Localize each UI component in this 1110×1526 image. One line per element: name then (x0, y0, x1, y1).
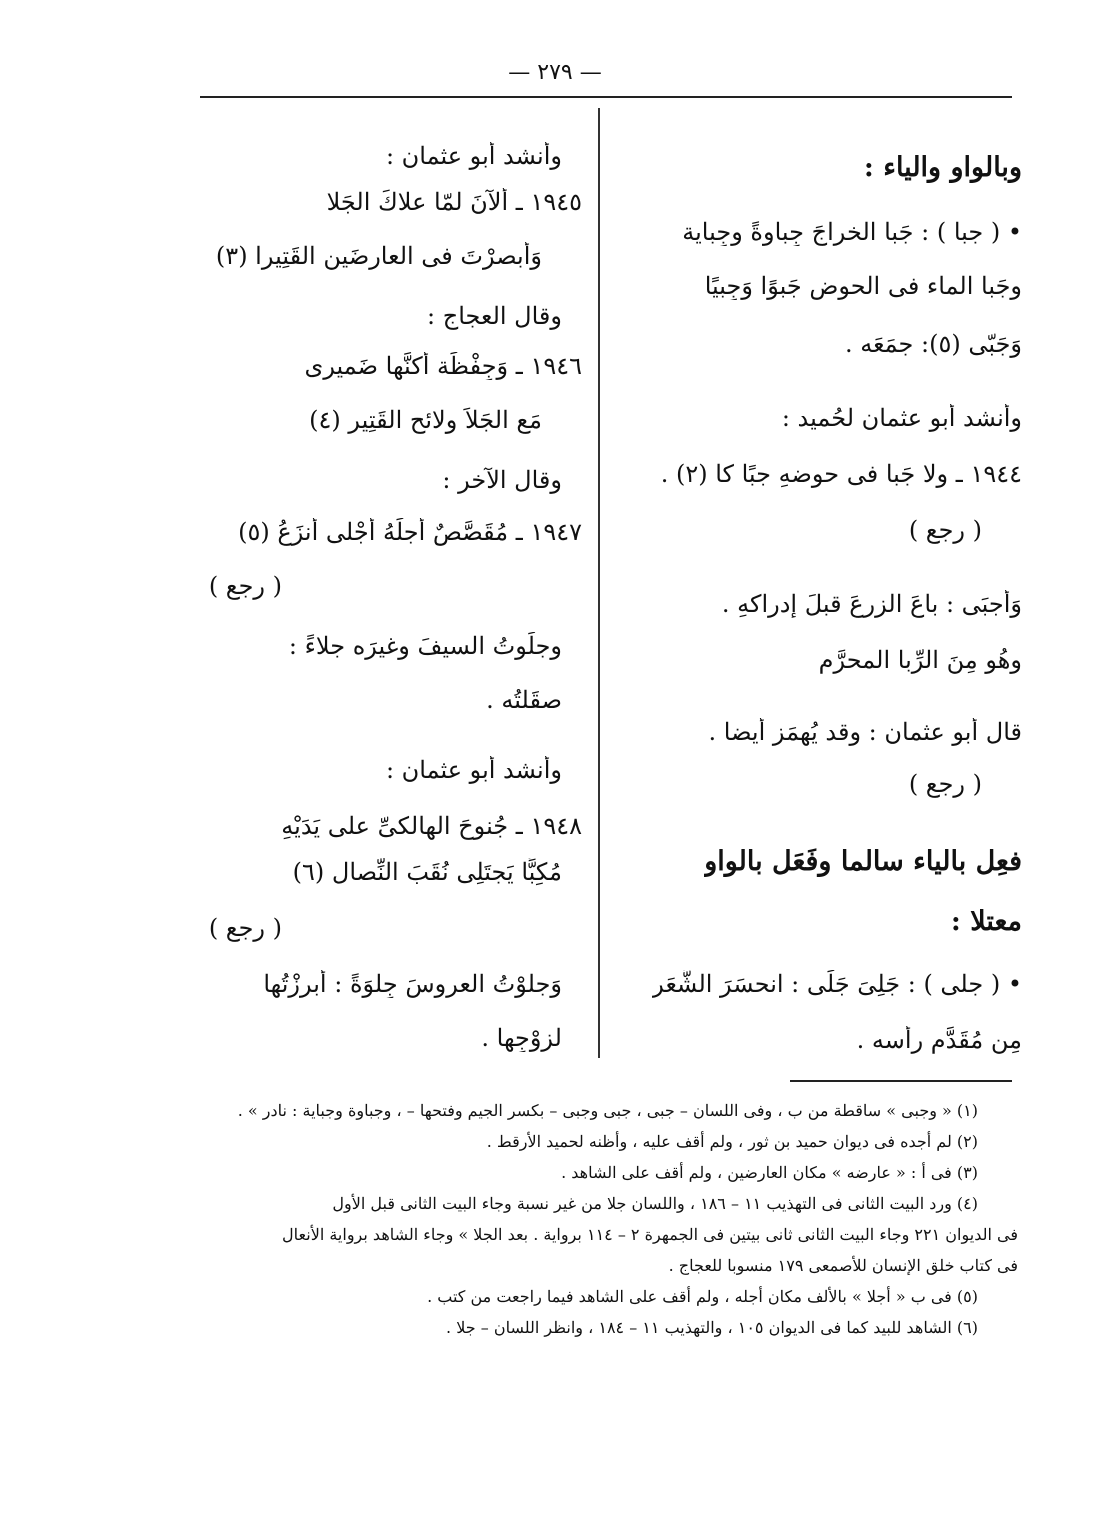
citation-intro: وأنشد أبو عثمان لحُميد : (781, 404, 1022, 432)
rajaz-marker: ( رجع ) (208, 914, 282, 942)
verse-line: ١٩٤٧ ـ مُقَصَّصٌ أجلَهُ أجْلى أنزَعُ (٥) (238, 518, 582, 546)
entry-line: مِن مُقَدَّم رأسه . (856, 1026, 1022, 1054)
entry-line: • ( جلى ) : جَلِىَ جَلًى : انحسَرَ الشَّعَر (652, 970, 1022, 998)
page-number: — ٢٧٩ — (508, 60, 602, 85)
rajaz-marker: ( رجع ) (908, 770, 982, 798)
footnote: (٣) فى أ : « عارضه » مكان العارضين ، ولم أقف على الشاهد . (561, 1163, 978, 1182)
section-heading: وبالواو والياء : (863, 152, 1022, 183)
citation-intro: وقال العجاج : (426, 302, 562, 330)
rajaz-marker: ( رجع ) (908, 516, 982, 544)
entry-line: قال أبو عثمان : وقد يُهمَز أيضا . (708, 718, 1022, 746)
section-heading: فعِل بالياء سالما وفَعَل بالواو (704, 846, 1022, 877)
entry-line: وَأجبَى : باعَ الزرعَ قبلَ إدراكهِ . (721, 590, 1022, 618)
footnote: (٢) لم أجده فى ديوان حميد بن ثور ، ولم أقف عليه ، وأظنه لحميد الأرقط . (486, 1132, 978, 1151)
entry-line: وَجلوْتُ العروسَ جِلوَةً : أبرزْتُها (263, 970, 562, 998)
citation-intro: وقال الآخر : (442, 466, 562, 494)
entry-line: وجلَوتُ السيفَ وغيرَه جلاءً : (288, 632, 562, 660)
entry-line: صقَلتُه . (486, 686, 562, 714)
verse-line: وَأبصرْتَ فى العارِضَين القَتِيرا (٣) (215, 242, 542, 270)
verse-line: مُكِبًّا يَجتَلِى نُقَبَ النِّصال (٦) (292, 858, 562, 886)
citation-intro: وأنشد أبو عثمان : (385, 756, 562, 784)
section-heading: معتلا : (950, 906, 1022, 937)
footnote: (٤) ورد البيت الثانى فى التهذيب ١١ – ١٨٦ ، واللسان جلا من غير نسبة وجاء البيت الثانى قبل الأول (332, 1194, 978, 1213)
entry-line: لزوْجِها . (481, 1024, 562, 1052)
verse-line: ١٩٤٨ ـ جُنوحَ الهالكىِّ على يَدَيْهِ (281, 812, 582, 840)
verse-line: ١٩٤٤ ـ ولا جَبا فى حوضهِ جبًا كا (٢) . (660, 460, 1022, 488)
rajaz-marker: ( رجع ) (208, 572, 282, 600)
column-divider (598, 108, 600, 1058)
citation-intro: وأنشد أبو عثمان : (385, 142, 562, 170)
verse-line: ١٩٤٥ ـ ألآنَ لمّا علاكَ الجَلا (326, 188, 582, 216)
footnote: (٦) الشاهد للبيد كما فى الديوان ١٠٥ ، والتهذيب ١١ – ١٨٤ ، وانظر اللسان – جلا . (446, 1318, 978, 1337)
entry-line: • ( جبا ) : جَبا الخراجَ جِباوةً وجِباية (682, 218, 1022, 246)
verse-line: مَع الجَلاَ ولائح القَتِير (٤) (309, 406, 542, 434)
footnotes (160, 1095, 1018, 1343)
footnote: (١) « وجبى » ساقطة من ب ، وفى اللسان – جبى ، جبى وجبى – بكسر الجيم وفتحها – ، وجباوة وجباية : نادر » . (237, 1101, 978, 1120)
verse-line: ١٩٤٦ ـ وَجِفْظَة أكنَّها ضَميرى (304, 352, 582, 380)
entry-line: وَجَبّى (٥): جمَعَه . (844, 330, 1022, 358)
entry-line: وجَبا الماء فى الحوضِ جَبوًا وَجِبيًا (704, 272, 1022, 300)
footnote-continuation: فى كتاب خلق الإنسان للأصمعى ١٧٩ منسوبا للعجاج . (668, 1256, 1018, 1275)
entry-line: وهُو مِنَ الرِّبا المحرَّم (818, 646, 1022, 674)
footnote-rule (790, 1080, 1012, 1082)
footnote: (٥) فى ب « أجلا » بالألف مكان أجله ، ولم أقف على الشاهد فيما راجعت من كتب . (427, 1287, 978, 1306)
footnote-continuation: فى الديوان ٢٢١ وجاء البيت الثانى ثانى بيتين فى الجمهرة ٢ – ١١٤ برواية . بعد الجلا » وجاء الشاهد برواية الأنعال (282, 1225, 1018, 1244)
header-rule (200, 96, 1012, 98)
